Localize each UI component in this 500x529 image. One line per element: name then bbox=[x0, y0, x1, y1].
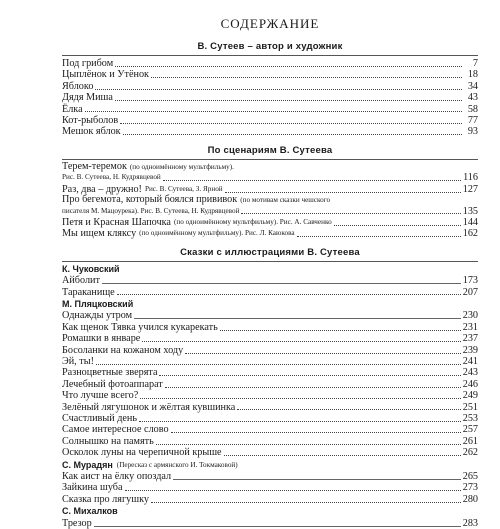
toc-entry[interactable] bbox=[62, 217, 478, 228]
toc-entry-title: Однажды утром bbox=[62, 310, 133, 322]
toc-entry-page: 127 bbox=[462, 183, 478, 195]
leader-dots bbox=[115, 66, 462, 67]
toc-entry-title: Мешок яблок bbox=[62, 126, 121, 138]
leader-dots bbox=[125, 490, 461, 491]
toc-entry-title: Лечебный фотоаппарат bbox=[62, 378, 163, 390]
toc-entry-note: (по одноимённому мультфильму). Рис. Л. Каюкова bbox=[139, 229, 295, 238]
toc-entry-continued[interactable] bbox=[62, 206, 478, 217]
leader-dots bbox=[237, 409, 460, 410]
toc-entry-page: 241 bbox=[462, 356, 478, 368]
author-name: С. Михалков bbox=[62, 506, 118, 517]
toc-entry[interactable] bbox=[62, 424, 478, 435]
toc-entry[interactable] bbox=[62, 310, 478, 321]
leader-dots bbox=[241, 213, 460, 214]
toc-entry[interactable] bbox=[62, 228, 478, 239]
author2-list bbox=[62, 310, 478, 458]
toc-entry[interactable] bbox=[62, 126, 478, 137]
toc-entry[interactable] bbox=[62, 471, 478, 482]
toc-entry[interactable] bbox=[62, 115, 478, 126]
toc-entry-title: Осколок луны на черепичной крыше bbox=[62, 447, 222, 459]
leader-dots bbox=[151, 77, 462, 78]
leader-dots bbox=[165, 387, 461, 388]
toc-entry[interactable] bbox=[62, 379, 478, 390]
toc-entry-title: Как щенок Тявка учился кукарекать bbox=[62, 321, 218, 333]
toc-entry-title: Тараканище bbox=[62, 286, 115, 298]
leader-dots bbox=[159, 375, 460, 376]
leader-dots bbox=[185, 353, 461, 354]
toc-entry-title: Терем-теремок bbox=[62, 160, 127, 172]
toc-entry-title: Ромашки в январе bbox=[62, 333, 141, 345]
leader-dots bbox=[95, 89, 462, 90]
leader-dots bbox=[85, 111, 462, 112]
section-rule bbox=[62, 261, 478, 262]
toc-entry[interactable] bbox=[62, 92, 478, 103]
toc-entry-title: Раз, два – дружно! bbox=[62, 183, 142, 195]
page-title: СОДЕРЖАНИЕ bbox=[220, 16, 320, 31]
leader-dots bbox=[151, 502, 461, 503]
leader-dots bbox=[225, 192, 461, 193]
toc-entry[interactable] bbox=[62, 518, 478, 529]
toc-entry-note: Рис. В. Сутеева, З. Ярной bbox=[144, 184, 223, 193]
toc-entry[interactable] bbox=[62, 162, 478, 173]
toc-entry[interactable] bbox=[62, 345, 478, 356]
toc-entry-title: Зелёный лягушонок и жёлтая кувшинка bbox=[62, 401, 236, 413]
toc-entry-page: 18 bbox=[467, 69, 478, 81]
toc-entry[interactable] bbox=[62, 356, 478, 367]
toc-entry-title: Счастливый день bbox=[62, 412, 138, 424]
leader-dots bbox=[173, 479, 461, 480]
toc-entry[interactable] bbox=[62, 104, 478, 115]
toc-entry-title: Петя и Красная Шапочка bbox=[62, 216, 171, 228]
section-heading-author-artist: В. Сутеев – автор и художник bbox=[197, 41, 343, 52]
author-name: М. Пляцковский bbox=[62, 298, 134, 309]
leader-dots bbox=[96, 364, 461, 365]
toc-entry-page: 239 bbox=[462, 344, 478, 356]
toc-entry-page: 144 bbox=[462, 216, 478, 228]
leader-dots bbox=[117, 294, 461, 295]
toc-entry-title: Яблоко bbox=[62, 80, 94, 92]
toc-entry[interactable] bbox=[62, 367, 478, 378]
toc-entry-note: Рис. В. Сутеева, Н. Кудрявцевой bbox=[62, 173, 161, 182]
toc-entry-page: 58 bbox=[467, 103, 478, 115]
toc-entry[interactable] bbox=[62, 390, 478, 401]
toc-entry-page: 207 bbox=[462, 286, 478, 298]
leader-dots bbox=[171, 432, 461, 433]
toc-entry-title: Эй, ты! bbox=[62, 356, 94, 368]
leader-dots bbox=[297, 236, 461, 237]
toc-entry-page: 135 bbox=[462, 205, 478, 217]
toc-entry[interactable] bbox=[62, 402, 478, 413]
toc-entry[interactable] bbox=[62, 69, 478, 80]
toc-entry-page: 249 bbox=[462, 390, 478, 402]
toc-entry[interactable] bbox=[62, 333, 478, 344]
leader-dots bbox=[94, 526, 461, 527]
author-header bbox=[62, 460, 478, 472]
toc-entry-title: Под грибом bbox=[62, 57, 114, 69]
leader-dots bbox=[220, 330, 461, 331]
author-note: (Пересказ с армянского И. Токмаковой) bbox=[116, 460, 238, 469]
toc-entry-page: 162 bbox=[462, 228, 478, 240]
toc-entry-page: 283 bbox=[462, 517, 478, 529]
toc-entry-page: 257 bbox=[462, 424, 478, 436]
toc-entry-title: Сказка про лягушку bbox=[62, 493, 149, 505]
section2-list bbox=[62, 162, 478, 240]
toc-entry-title: Ёлка bbox=[62, 103, 83, 115]
toc-entry-title: Трезор bbox=[62, 517, 92, 529]
leader-dots bbox=[115, 100, 462, 101]
section-heading-fairy-tales: Сказки с иллюстрациями В. Сутеева bbox=[180, 246, 360, 258]
leader-dots bbox=[163, 180, 461, 181]
toc-entry-title: Самое интересное слово bbox=[62, 424, 169, 436]
toc-entry[interactable] bbox=[62, 482, 478, 493]
section-heading-scripts: По сценариям В. Сутеева bbox=[207, 144, 333, 156]
toc-entry-page: 230 bbox=[462, 310, 478, 322]
toc-entry[interactable] bbox=[62, 447, 478, 458]
toc-entry[interactable] bbox=[62, 275, 478, 286]
toc-entry-note: писателя М. Мацоурека). Рис. В. Сутеева, Н. Кудрявцевой bbox=[62, 206, 240, 215]
toc-entry-note: (по мотивам сказки чешского bbox=[240, 196, 331, 205]
toc-entry-page: 243 bbox=[462, 367, 478, 379]
toc-entry-note: (по одноимённому мультфильму). bbox=[129, 162, 234, 171]
leader-dots bbox=[140, 398, 460, 399]
toc-entry-page: 251 bbox=[462, 401, 478, 413]
leader-dots bbox=[123, 134, 462, 135]
section-rule bbox=[62, 159, 478, 160]
toc-entry-page: 273 bbox=[462, 482, 478, 494]
toc-entry-page: 173 bbox=[462, 275, 478, 287]
leader-dots bbox=[156, 444, 461, 445]
toc-entry[interactable] bbox=[62, 58, 478, 69]
toc-entry-page: 265 bbox=[462, 471, 478, 483]
leader-dots bbox=[142, 341, 460, 342]
toc-entry-page: 116 bbox=[463, 172, 478, 184]
toc-entry[interactable] bbox=[62, 413, 478, 424]
toc-entry-page: 7 bbox=[472, 57, 478, 69]
toc-entry-page: 237 bbox=[462, 333, 478, 345]
toc-entry-page: 280 bbox=[462, 493, 478, 505]
toc-entry-title: Кот-рыболов bbox=[62, 114, 119, 126]
section1-list bbox=[62, 58, 478, 138]
toc-entry[interactable] bbox=[62, 81, 478, 92]
toc-entry[interactable] bbox=[62, 195, 478, 206]
leader-dots bbox=[139, 421, 461, 422]
toc-entry-title: Разноцветные зверята bbox=[62, 367, 158, 379]
leader-dots bbox=[224, 455, 461, 456]
toc-entry-page: 253 bbox=[462, 412, 478, 424]
section-rule bbox=[62, 55, 478, 56]
toc-entry-page: 261 bbox=[462, 435, 478, 447]
leader-dots bbox=[102, 283, 461, 284]
toc-entry-title: Мы ищем кляксу bbox=[62, 228, 137, 240]
toc-entry[interactable] bbox=[62, 287, 478, 298]
toc-entry-title: Что лучше всего? bbox=[62, 390, 139, 402]
toc-entry-title: Айболит bbox=[62, 275, 100, 287]
leader-dots bbox=[334, 225, 461, 226]
toc-entry-continued[interactable] bbox=[62, 172, 478, 183]
toc-entry-page: 231 bbox=[462, 321, 478, 333]
toc-entry-page: 43 bbox=[467, 92, 478, 104]
toc-entry-page: 262 bbox=[462, 447, 478, 459]
toc-entry-title: Как аист на ёлку опоздал bbox=[62, 471, 172, 483]
toc-entry-title: Зайкина шуба bbox=[62, 482, 123, 494]
toc-entry[interactable] bbox=[62, 322, 478, 333]
toc-entry-title: Солнышко на память bbox=[62, 435, 154, 447]
toc-entry-page: 77 bbox=[467, 114, 478, 126]
toc-entry[interactable] bbox=[62, 436, 478, 447]
toc-entry-title: Босоланки на кожаном ходу bbox=[62, 344, 184, 356]
leader-dots bbox=[134, 318, 461, 319]
toc-entry-note: (по одноимённому мультфильму). Рис. А. Савченко bbox=[173, 217, 332, 226]
toc-entry-title: Про бегемота, который боялся прививок bbox=[62, 194, 238, 206]
leader-dots bbox=[120, 123, 462, 124]
toc-entry-page: 246 bbox=[462, 378, 478, 390]
author-name: С. Мурадян bbox=[62, 459, 113, 470]
toc-entry-title: Цыплёнок и Утёнок bbox=[62, 69, 149, 81]
toc-entry-page: 34 bbox=[467, 80, 478, 92]
author-name: К. Чуковский bbox=[62, 263, 120, 274]
toc-entry-title: Дядя Миша bbox=[62, 92, 113, 104]
toc-entry-page: 93 bbox=[467, 126, 478, 138]
